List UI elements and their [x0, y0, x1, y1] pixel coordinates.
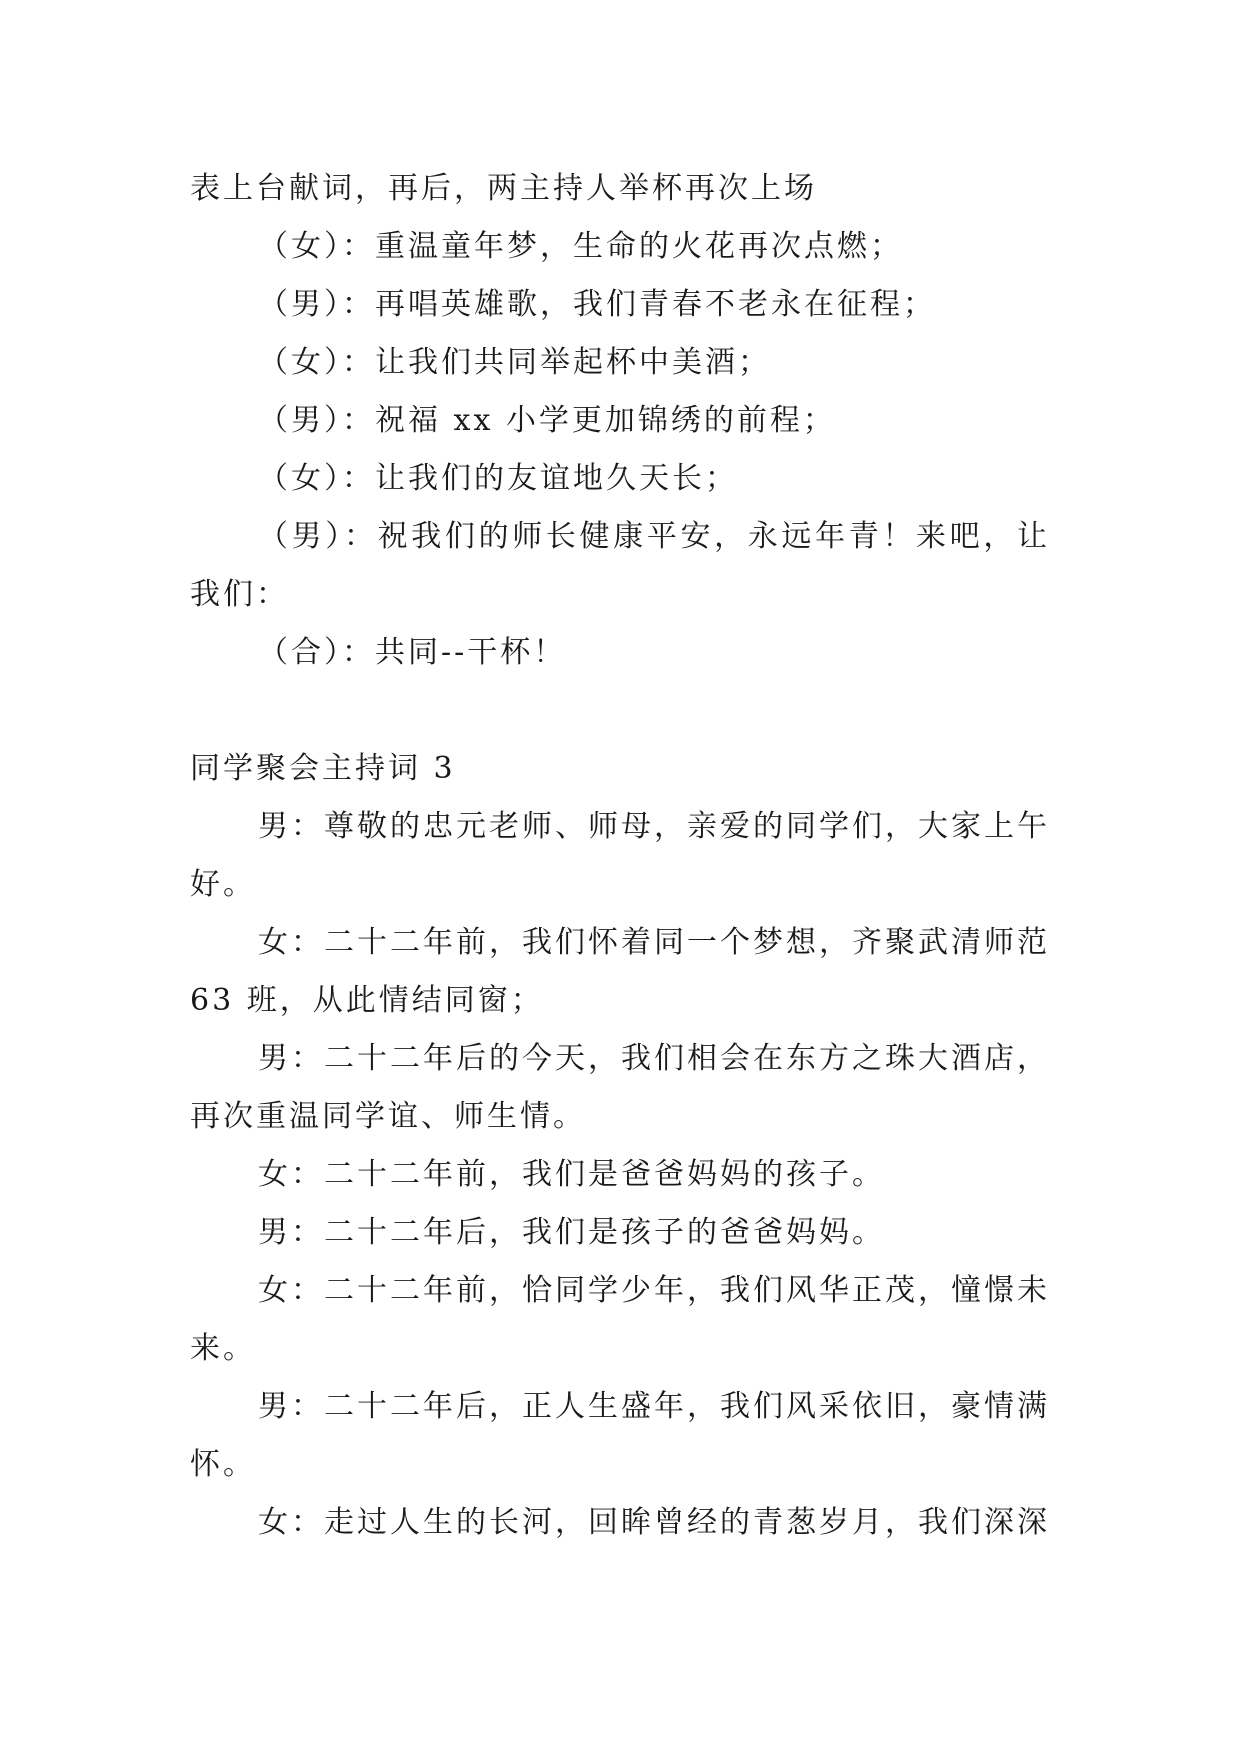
dialogue-line: 男：二十二年后的今天，我们相会在东方之珠大酒店，再次重温同学谊、师生情。 [190, 1041, 1050, 1134]
dialogue-line: 女：走过人生的长河，回眸曾经的青葱岁月，我们深深 [258, 1505, 1050, 1540]
dialogue-line: 男：二十二年后，我们是孩子的爸爸妈妈。 [258, 1215, 885, 1250]
dialogue-line: （合）：共同--干杯！ [258, 635, 567, 670]
dialogue-line: （男）：祝福 xx 小学更加锦绣的前程； [258, 403, 836, 438]
dialogue-line: 女：二十二年前，恰同学少年，我们风华正茂，憧憬未来。 [190, 1273, 1050, 1366]
dialogue-line: （女）：让我们的友谊地久天长； [258, 461, 738, 496]
dialogue-line: （男）：再唱英雄歌，我们青春不老永在征程； [258, 287, 936, 322]
dialogue-line: 女：二十二年前，我们是爸爸妈妈的孩子。 [258, 1157, 885, 1192]
paragraph-lead: 表上台献词，再后，两主持人举杯再次上场 [190, 171, 817, 206]
section-title: 同学聚会主持词 3 [190, 751, 456, 786]
dialogue-line: 男：二十二年后，正人生盛年，我们风采依旧，豪情满怀。 [190, 1389, 1050, 1482]
dialogue-line: （女）：重温童年梦，生命的火花再次点燃； [258, 229, 903, 264]
dialogue-line: 女：二十二年前，我们怀着同一个梦想，齐聚武清师范 63 班，从此情结同窗； [190, 925, 1050, 1018]
document-body [190, 160, 1050, 1552]
dialogue-line: 男：尊敬的忠元老师、师母，亲爱的同学们，大家上午好。 [190, 809, 1050, 902]
dialogue-line: （女）：让我们共同举起杯中美酒； [258, 345, 771, 380]
dialogue-line: （男）：祝我们的师长健康平安，永远年青！来吧，让我们： [190, 519, 1050, 612]
